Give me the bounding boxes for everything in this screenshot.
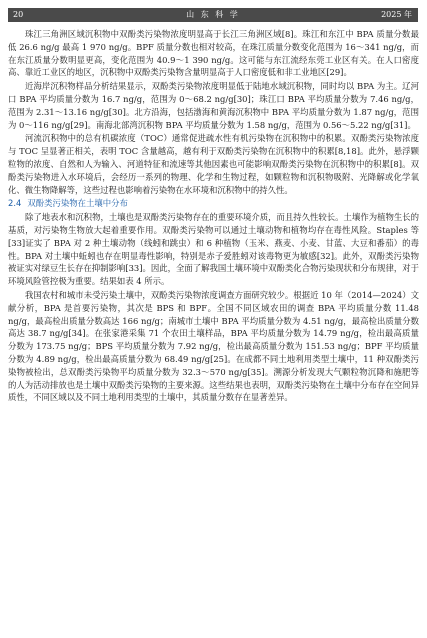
section-number: 2.4 <box>8 198 22 209</box>
paragraph-pearl-river-sediment: 珠江三角洲区域沉积物中双酚类污染物浓度明显高于长江三角洲区域[8]。珠江和东江中 BPA 质量分数最低 26.6 ng/g 最高 1 970 ng/g。BPF 质量分数也相对较高，在珠江质量分数变化范围为 16～341 ng/g，而在东江质量分数明显更高，变化范围为 40.9～1 390 ng/g。这可能与东江流经东莞工业区有关。在人口密度高、靠近工业区的地区，沉积物中双酚类污染物含量明显高于人口密度低和非工业地区[29]。 <box>8 29 419 78</box>
journal-name: 山 东 科 学 <box>186 10 240 19</box>
article-body <box>8 28 419 405</box>
page-header <box>8 8 418 22</box>
paragraph-toc-accumulation: 河流沉积物中的总有机碳浓度（TOC）通常促进疏水性有机污染物在沉积物中的积累。双酚类污染物浓度与 TOC 呈显著正相关，表明 TOC 含量越高，越有利于双酚类污染物在沉积物中的积累[8,18]。此外，悬浮颗粒物的浓度、自然和人为输入、河道特征和流速等其他因素也可能影响双酚类污染物在沉积物中的积累[8]。双酚类污染物进入水环境后，会经历一系列的物理、化学和生物过程，如颗粒物和沉积物吸附、光降解或化学氧化、微生物降解等，这些过程也影响着污染物在水环境和沉积物中的持久性。 <box>8 133 419 195</box>
paragraph-soil-survey: 我国农村和城市未受污染土壤中，双酚类污染物浓度调查方面研究较少。根据近 10 年（2014—2024）文献分析，BPA 是首要污染物，其次是 BPS 和 BPF。全国不同区域农田的调查 BPA 平均质量分数 11.48 ng/g，最高检出质量分数高达 166 ng/g；南城市土壤中 BPA 平均质量分数为 4.51 ng/g，最高检出质量分数高达 38.7 ng/g[34]。在张家港采集 71 个农田土壤样品，BPA 平均质量分数为 14.79 ng/g，检出最高质量分数为 173.75 ng/g；BPS 平均质量分数为 7.92 ng/g，检出最高质量分数为 151.53 ng/g；BPF 平均质量分数为 4.89 ng/g，检出最高质量分数为 68.49 ng/g[25]。在成都不同土地利用类型土壤中，11 种双酚类污染物被检出，总双酚类污染物平均质量分数为 32.3～570 ng/g[35]。溯源分析发现大气颗粒物沉降和施肥等的人为活动排放也是土壤中双酚类污染物的主要来源。这些结果也表明，双酚类污染物在土壤中分布存在空间异质性，不同区域以及不同土地利用类型的土壤中，其质量分数存在显著差异。 <box>8 289 419 403</box>
page-number: 20 <box>13 10 24 19</box>
section-heading <box>8 197 419 210</box>
journal-year: 2025 年 <box>381 10 412 19</box>
paragraph-coastal-sediment: 近海岸沉积物样品分析结果显示，双酚类污染物浓度明显低于陆地水域沉积物，同时均以 BPA 为主。辽河口 BPA 平均质量分数为 16.7 ng/g，范围为 0～68.2 ng/g[30]；珠江口 BPA 平均质量分数为 7.46 ng/g，范围为 2.31～13.16 ng/g[30]。北方沿海，包括渤海和黄海沉积物中 BPA 平均质量分数为 1.87 ng/g，范围为 0～116 ng/g[29]。南海北部湾沉积物 BPA 平均质量分数为 1.58 ng/g，范围为 0.56～5.22 ng/g[31]。 <box>8 81 419 130</box>
paragraph-soil-medium: 除了地表水和沉积物，土壤也是双酚类污染物存在的重要环境介质，而且持久性较长。土壤作为植物生长的基质，对污染物生物放大起着重要作用。双酚类污染物可以通过土壤动物和植物均存在毒性风险。Staples 等[33]证实了 BPA 对 2 种土壤动物（线蚓和跳虫）和 6 种植物（玉米、燕麦、小麦、甘蓝、大豆和番茄）的毒性。BPA 对土壤中蚯蚓也存在明显毒性影响，特别是赤子爱胜蚓对该毒物更为敏感[32]。此外，双酚类污染物被证实对绿豆生长存在抑制影响[33]。因此，全面了解我国土壤环境中双酚类化合物污染现状和分布规律，对于环境风险管控极为重要。结果如表 4 所示。 <box>8 212 419 287</box>
section-title: 双酚类污染物在土壤中分布 <box>27 198 128 209</box>
